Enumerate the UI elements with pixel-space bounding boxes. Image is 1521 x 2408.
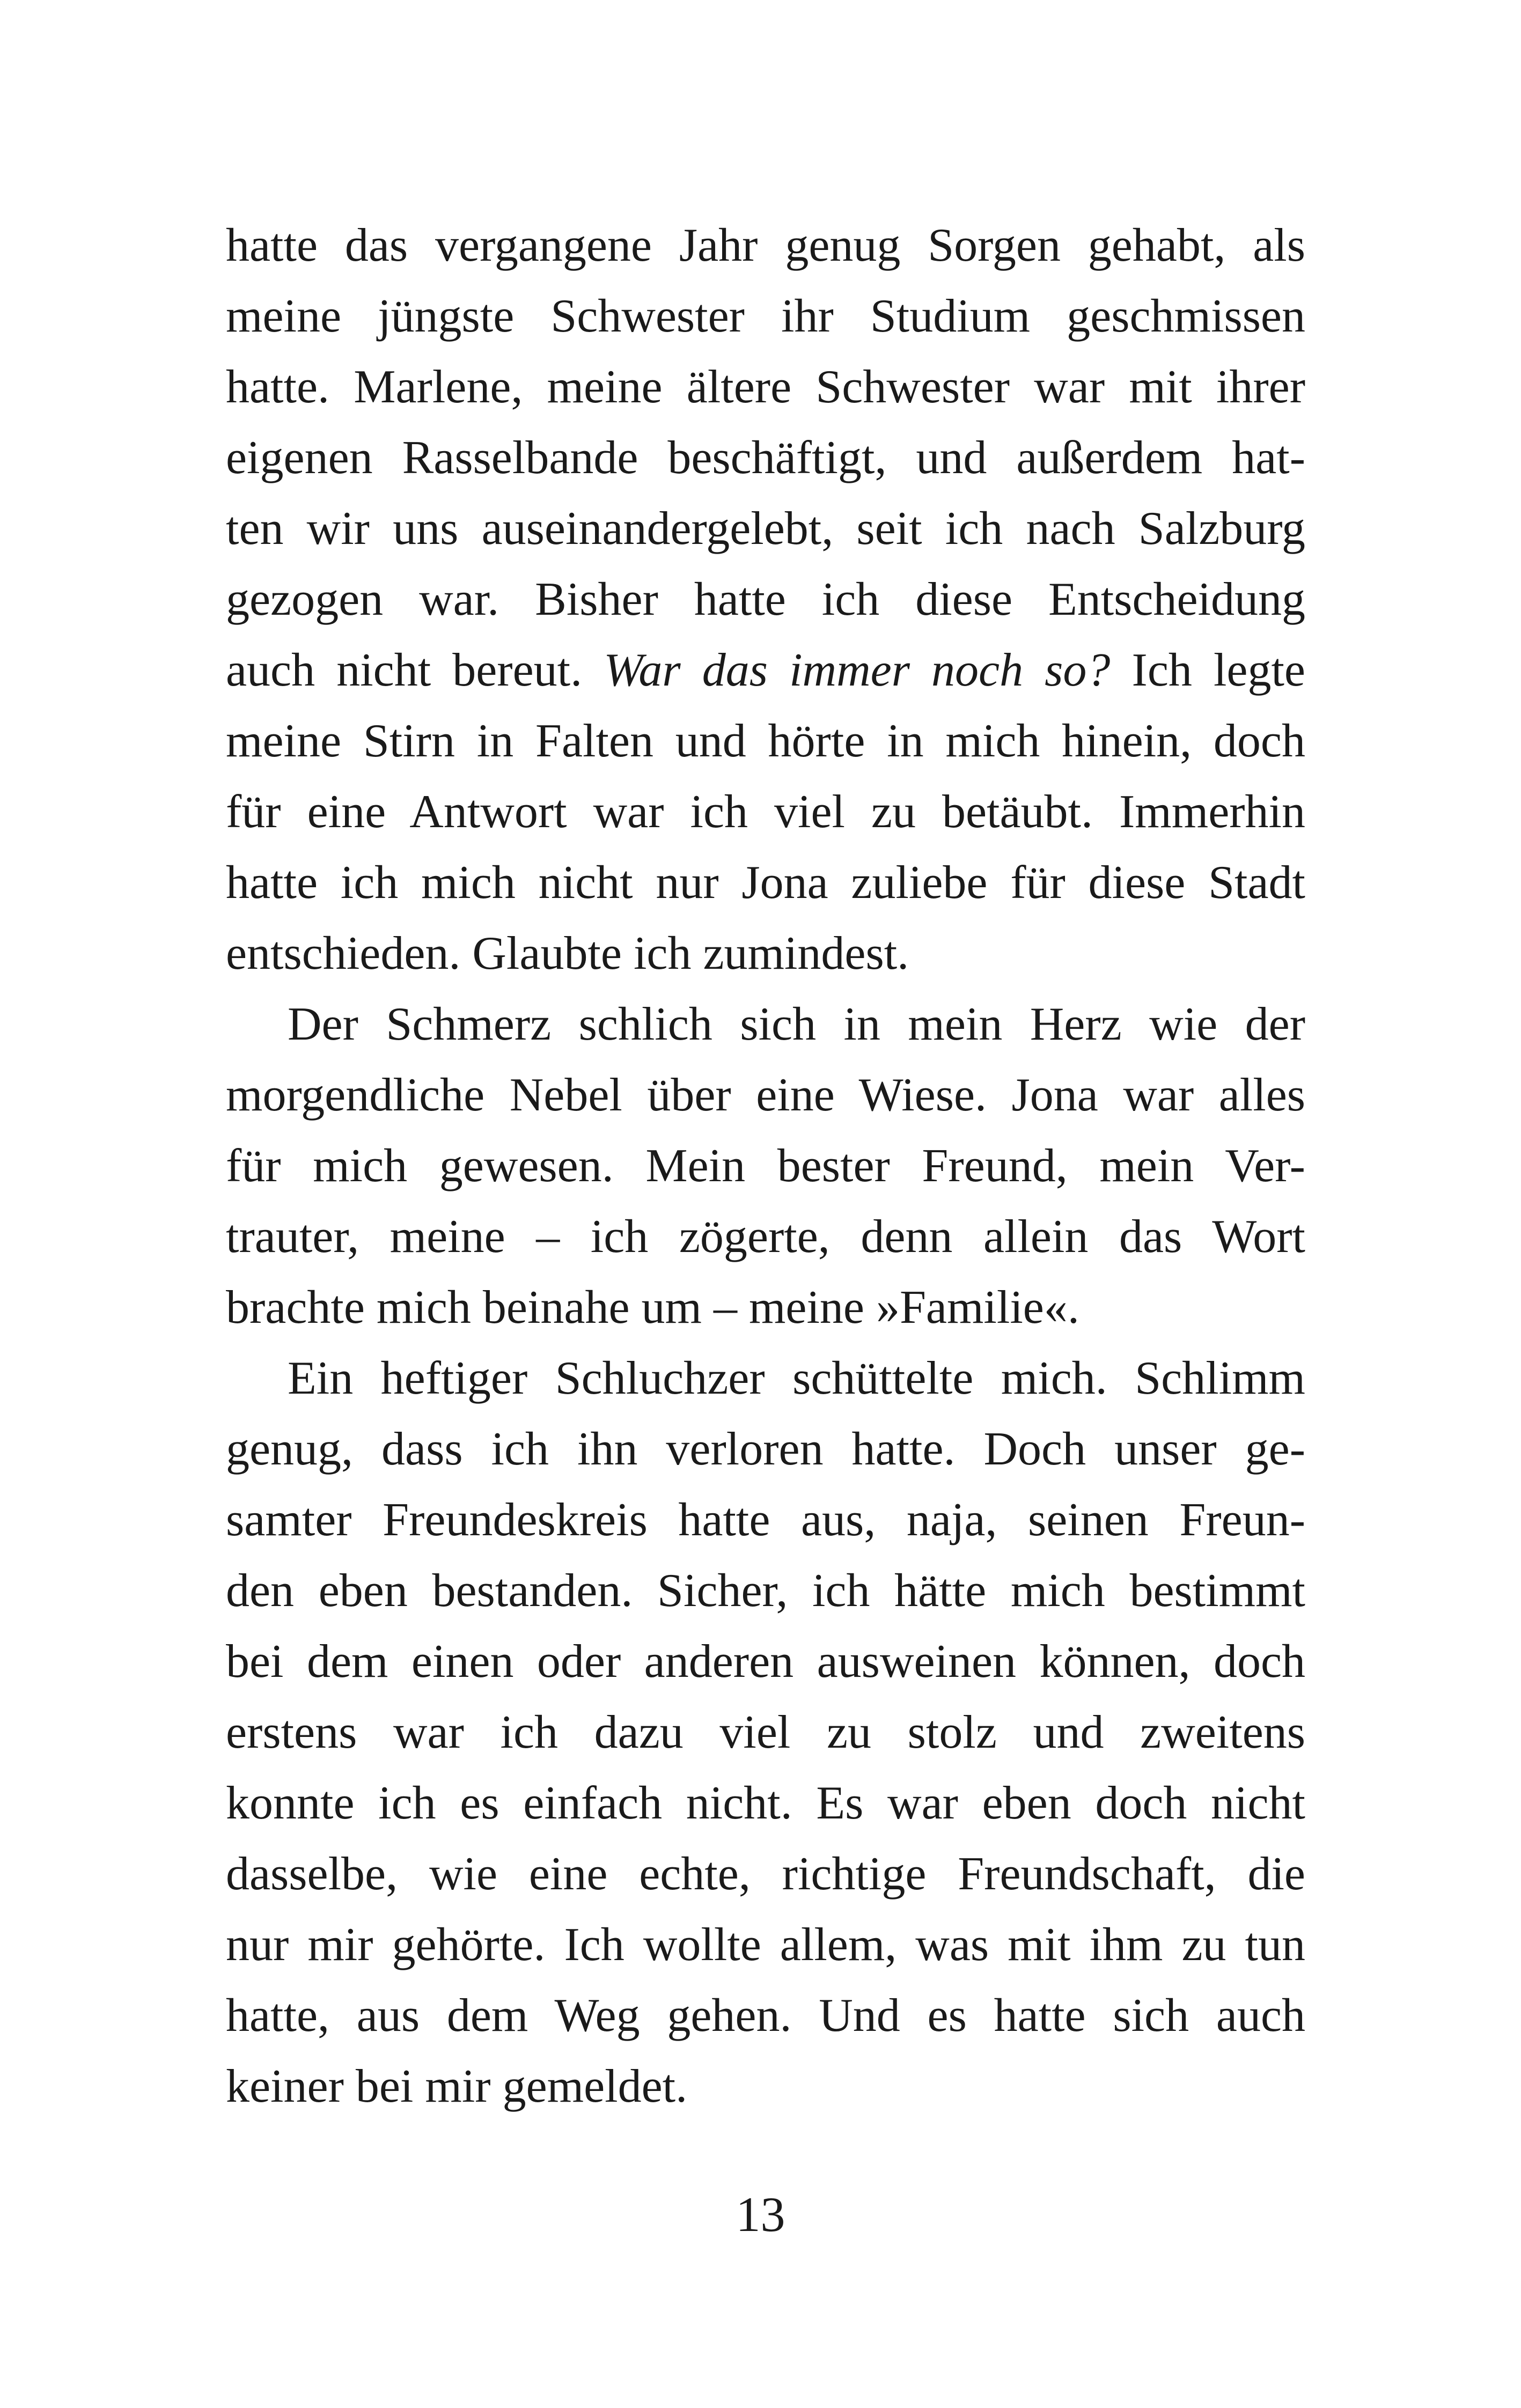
text-segment: brachte mich beinahe um – meine »Familie«. (226, 1282, 1079, 1334)
text-line (226, 1839, 1305, 1910)
text-line (226, 635, 1305, 706)
paragraph (226, 1343, 1305, 2122)
text-segment: meine Stirn in Falten und hörte in mich hinein, doch (226, 715, 1305, 767)
text-segment: hatte, aus dem Weg gehen. Und es hatte sich auch (226, 1990, 1305, 2042)
text-line (226, 494, 1305, 564)
body-text (226, 210, 1305, 2122)
text-line (226, 423, 1305, 494)
paragraph (226, 989, 1305, 1343)
text-segment: konnte ich es einfach nicht. Es war eben doch nicht (226, 1777, 1305, 1829)
text-segment: erstens war ich dazu viel zu stolz und zweitens (226, 1706, 1305, 1758)
text-line (226, 1910, 1305, 1980)
text-line (226, 1343, 1305, 1414)
text-line (226, 1485, 1305, 1556)
text-line (226, 1768, 1305, 1839)
text-segment: für eine Antwort war ich viel zu betäubt. Immerhin (226, 786, 1305, 838)
text-segment: hatte. Marlene, meine ältere Schwester war mit ihrer (226, 361, 1305, 413)
text-segment: trauter, meine – ich zögerte, denn allein das Wort (226, 1211, 1305, 1263)
text-segment: nur mir gehörte. Ich wollte allem, was mit ihm zu tun (226, 1919, 1305, 1971)
page-number: 13 (736, 2187, 785, 2242)
text-segment: bei dem einen oder anderen ausweinen können, doch (226, 1636, 1305, 1688)
text-line (226, 210, 1305, 281)
text-line (226, 989, 1305, 1060)
text-line (226, 1060, 1305, 1131)
text-segment: meine jüngste Schwester ihr Studium geschmissen (226, 290, 1305, 342)
text-line (226, 918, 1305, 989)
text-segment: auch nicht bereut. (226, 644, 604, 696)
text-segment: hatte ich mich nicht nur Jona zuliebe für diese Stadt (226, 857, 1305, 909)
text-line (226, 706, 1305, 777)
text-segment: den eben bestanden. Sicher, ich hätte mich bestimmt (226, 1565, 1305, 1617)
text-segment: für mich gewesen. Mein bester Freund, mein Ver- (226, 1140, 1305, 1192)
text-line (226, 1131, 1305, 1202)
text-segment: samter Freundeskreis hatte aus, naja, seinen Freun- (226, 1494, 1305, 1546)
text-segment: Ich legte (1110, 644, 1305, 696)
text-segment: genug, dass ich ihn verloren hatte. Doch unser ge- (226, 1423, 1305, 1475)
text-segment: Ein heftiger Schluchzer schüttelte mich. Schlimm (288, 1352, 1305, 1404)
text-line (226, 1556, 1305, 1626)
text-segment: entschieden. Glaubte ich zumindest. (226, 927, 909, 980)
text-segment: dasselbe, wie eine echte, richtige Freundschaft, die (226, 1848, 1305, 1900)
text-segment: keiner bei mir gemeldet. (226, 2060, 688, 2112)
text-segment: eigenen Rasselbande beschäftigt, und außerdem hat- (226, 432, 1305, 484)
text-line (226, 1626, 1305, 1697)
text-line (226, 848, 1305, 918)
italic-text: War das immer noch so? (604, 644, 1111, 696)
text-line (226, 281, 1305, 352)
text-segment: Der Schmerz schlich sich in mein Herz wie der (288, 998, 1305, 1050)
text-line (226, 352, 1305, 423)
text-line (226, 1980, 1305, 2051)
text-line (226, 777, 1305, 848)
text-segment: hatte das vergangene Jahr genug Sorgen gehabt, als (226, 219, 1305, 271)
text-segment: ten wir uns auseinandergelebt, seit ich nach Salzburg (226, 503, 1305, 555)
text-line (226, 1414, 1305, 1485)
text-line (226, 1697, 1305, 1768)
paragraph (226, 210, 1305, 989)
text-line (226, 564, 1305, 635)
text-line (226, 1202, 1305, 1272)
text-line (226, 1272, 1305, 1343)
text-segment: morgendliche Nebel über eine Wiese. Jona war alles (226, 1069, 1305, 1121)
text-segment: gezogen war. Bisher hatte ich diese Entscheidung (226, 573, 1305, 625)
text-line (226, 2051, 1305, 2122)
